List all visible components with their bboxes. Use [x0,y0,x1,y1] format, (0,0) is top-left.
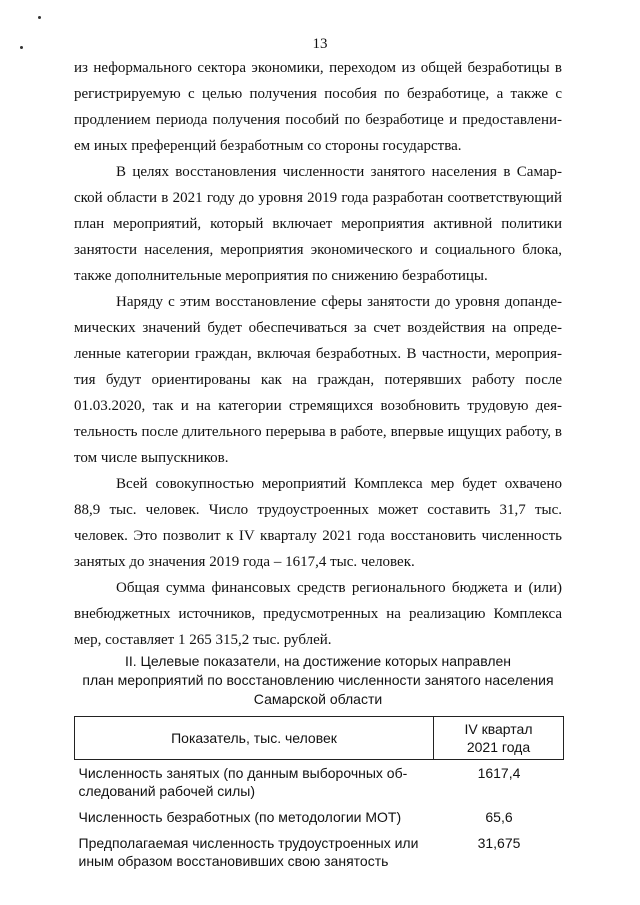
paragraph: Общая сумма финансовых средств регионального бюджета и (или) внебюджетных источников, предусмотренных на реализацию Комплекса мер, составляет 1 265 315,2 тыс. рублей. [74,580,562,648]
header-period-line: 2021 года [466,739,531,755]
header-period [434,717,564,760]
paragraph: В целях восстановления численности занятого населения в Самарской области в 2021 году до уровня 2019 года разработан соответствующий план мероприятий, который включает мероприятия активной политики занятости населения, мероприятия экономического и социального блока, также дополнительные мероприятия по снижению безработицы. [74,164,562,284]
page-number: 13 [312,36,328,52]
indicator-value: 31,675 [477,835,521,851]
table-header-row [75,717,564,760]
indicator-name: Предполагаемая численность трудоустроенных или иным образом восстановивших свою занятость [78,835,419,869]
paragraph: Наряду с этим восстановление сферы занятости до уровня допандемических значений будет обеспечиваться за счет воздействия на определенные категории граждан, включая безработных. В частности, мероприятия будут ориентированы как на граждан, потерявших работу после 01.03.2020, так и на категории стремящихся возобновить трудовую деятельность после длительного перерыва в работе, впервые ищущих работу, в том числе выпускников. [74,294,562,466]
scan-speck [38,16,41,19]
paragraph: Всей совокупностью мероприятий Комплекса мер будет охвачено 88,9 тыс. человек. Число трудоустроенных может составить 31,7 тыс. человек. Это позволит к IV кварталу 2021 года восстановить численность занятых до значения 2019 года – 1617,4 тыс. человек. [74,476,562,570]
table-row [75,830,564,874]
header-period-line: IV квартал [464,721,533,737]
paragraph: из неформального сектора экономики, переходом из общей безработицы в регистрируемую с целью получения пособия по безработице, а также с продлением периода получения пособий по безработице и предоставлением иных преференций безработным со стороны государства. [74,60,562,154]
header-indicator: Показатель, тыс. человек [75,717,434,760]
indicator-name: Численность занятых (по данным выборочных обследований рабочей силы) [78,765,408,799]
section-title-line: Самарской области [253,691,383,707]
section-title-line: II. Целевые показатели, на достижение которых направлен [124,653,512,669]
section-title [74,652,562,709]
body-text [74,55,562,653]
table-row [75,760,564,805]
table-row [75,804,564,830]
indicators-table [74,716,564,874]
indicator-value: 1617,4 [477,765,521,781]
indicator-name: Численность безработных (по методологии МОТ) [78,809,402,825]
section-title-line: план мероприятий по восстановлению численности занятого населения [82,672,554,688]
indicator-value: 65,6 [485,809,513,825]
